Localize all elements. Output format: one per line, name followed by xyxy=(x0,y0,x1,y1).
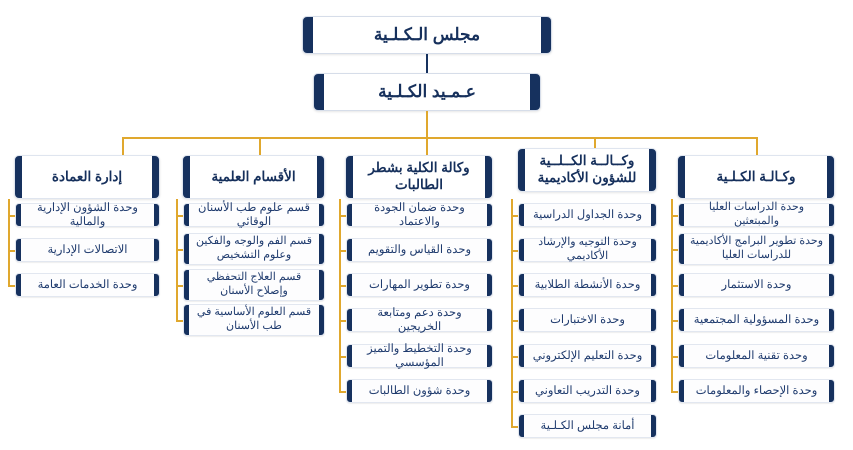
node-unit[interactable] xyxy=(15,238,160,262)
connector-council-dean xyxy=(426,54,428,73)
node-label: قسم العلوم الأساسية في طب الأسنان xyxy=(196,306,312,332)
node-label: وحدة الجداول الدراسية xyxy=(532,208,643,221)
node-label: وكــالــة الكــلــية للشؤون الأكاديمية xyxy=(537,153,637,185)
node-unit[interactable] xyxy=(678,233,835,265)
node-label: عـمـيد الكـلـية xyxy=(378,82,476,102)
node-label: الأقسام العلمية xyxy=(211,168,296,184)
connector-branch xyxy=(511,250,518,252)
node-header-academic-affairs[interactable] xyxy=(517,148,657,192)
node-label: قسم علوم طب الأسنان الوقائي xyxy=(198,201,310,228)
node-label: وحدة الإحصاء والمعلومات xyxy=(695,384,818,397)
connector-branch xyxy=(511,285,518,287)
connector-branch xyxy=(176,249,183,251)
connector-branch xyxy=(671,391,678,393)
node-label: وحدة شؤون الطالبات xyxy=(368,384,471,397)
connector-branch xyxy=(339,320,346,322)
connector-branch xyxy=(8,250,15,252)
connector-branch xyxy=(511,391,518,393)
connector-branch xyxy=(339,391,346,393)
node-unit[interactable] xyxy=(518,308,657,332)
node-unit[interactable] xyxy=(346,238,493,262)
node-unit[interactable] xyxy=(518,273,657,297)
node-unit[interactable] xyxy=(518,203,657,227)
node-unit[interactable] xyxy=(678,344,835,368)
connector-drop-col-3 xyxy=(426,137,428,155)
node-header-deanship-administration[interactable] xyxy=(14,155,160,199)
connector-branch xyxy=(339,215,346,217)
node-label: وحدة التخطيط والتميز المؤسسي xyxy=(367,342,472,369)
connector-spine-col-4 xyxy=(176,199,178,321)
node-label: وحدة المسؤولية المجتمعية xyxy=(693,313,820,326)
node-header-college-agency[interactable] xyxy=(677,155,835,199)
node-unit[interactable] xyxy=(15,203,160,227)
node-unit[interactable] xyxy=(15,273,160,297)
node-label: وحدة التوجيه والإرشاد الأكاديمي xyxy=(538,236,637,262)
node-label: قسم الفم والوجه والفكين وعلوم التشخيص xyxy=(195,235,312,261)
node-department[interactable] xyxy=(183,269,325,301)
node-label: وحدة الاستثمار xyxy=(721,278,792,291)
node-unit[interactable] xyxy=(678,203,835,227)
node-header-scientific-departments[interactable] xyxy=(182,155,325,199)
node-unit[interactable] xyxy=(518,344,657,368)
node-label: وحدة الخدمات العامة xyxy=(37,278,138,291)
node-label: وحدة التعليم الإلكتروني xyxy=(532,349,643,362)
connector-branch xyxy=(511,426,518,428)
connector-branch xyxy=(671,356,678,358)
node-unit[interactable] xyxy=(518,238,657,262)
connector-branch xyxy=(671,215,678,217)
node-label: وحدة تقنية المعلومات xyxy=(705,349,808,362)
node-unit[interactable] xyxy=(346,308,493,332)
node-label: إدارة العمادة xyxy=(51,168,123,184)
node-unit[interactable] xyxy=(346,273,493,297)
node-label: وحدة تطوير المهارات xyxy=(369,278,470,291)
node-label: وكالة الكلية بشطر الطالبات xyxy=(368,160,470,192)
node-college-council[interactable] xyxy=(302,16,552,54)
node-label: وحدة ضمان الجودة والاعتماد xyxy=(374,201,465,228)
node-department[interactable] xyxy=(183,203,325,227)
connector-spine-col-5 xyxy=(8,199,10,286)
connector-spine-col-3 xyxy=(339,199,341,392)
connector-branch xyxy=(176,320,183,322)
node-label: وحدة الشؤون الإدارية والمالية xyxy=(36,201,138,228)
connector-branch xyxy=(339,285,346,287)
node-label: وحدة دعم ومتابعة الخريجين xyxy=(377,306,462,333)
connector-drop-col-5 xyxy=(122,137,124,155)
node-unit[interactable] xyxy=(346,203,493,227)
node-unit[interactable] xyxy=(678,273,835,297)
node-label: وحدة الدراسات العليا والمبتعثين xyxy=(708,201,805,227)
connector-branch xyxy=(511,320,518,322)
node-label: وكـالـة الكـلـية xyxy=(716,168,796,184)
node-label: مجلس الـكـلـية xyxy=(373,25,481,45)
node-label: وحدة الأنشطة الطلابية xyxy=(534,278,641,291)
node-unit[interactable] xyxy=(678,308,835,332)
node-label: وحدة تطوير البرامج الأكاديمية للدراسات العليا xyxy=(689,235,823,261)
connector-branch xyxy=(511,356,518,358)
connector-branch xyxy=(176,215,183,217)
connector-branch xyxy=(671,249,678,251)
connector-branch xyxy=(671,285,678,287)
node-label: الاتصالات الإدارية xyxy=(47,243,128,256)
node-unit[interactable] xyxy=(518,379,657,403)
node-label: وحدة الاختبارات xyxy=(550,313,625,326)
connector-branch xyxy=(8,285,15,287)
node-label: وحدة التدريب التعاوني xyxy=(535,384,640,397)
node-label: أمانة مجلس الكـلـية xyxy=(540,419,635,432)
connector-branch xyxy=(339,356,346,358)
node-label: قسم العلاج التحفظي وإصلاح الأسنان xyxy=(206,271,302,297)
node-college-dean[interactable] xyxy=(313,73,541,111)
connector-drop-col-1 xyxy=(756,137,758,155)
connector-branch xyxy=(671,320,678,322)
node-unit[interactable] xyxy=(346,379,493,403)
node-unit[interactable] xyxy=(346,344,493,368)
connector-spine-col-2 xyxy=(511,199,513,427)
connector-branch xyxy=(8,215,15,217)
connector-drop-col-4 xyxy=(259,137,261,155)
node-unit[interactable] xyxy=(678,379,835,403)
connector-dean-bus xyxy=(426,111,428,138)
node-header-female-section[interactable] xyxy=(345,155,493,199)
node-label: وحدة القياس والتقويم xyxy=(368,243,471,256)
node-department[interactable] xyxy=(183,304,325,336)
connector-branch xyxy=(339,250,346,252)
connector-spine-col-1 xyxy=(671,199,673,392)
connector-branch xyxy=(176,285,183,287)
node-unit[interactable] xyxy=(518,414,657,438)
connector-branch xyxy=(511,215,518,217)
connector-main-bus xyxy=(122,137,756,139)
node-department[interactable] xyxy=(183,233,325,265)
